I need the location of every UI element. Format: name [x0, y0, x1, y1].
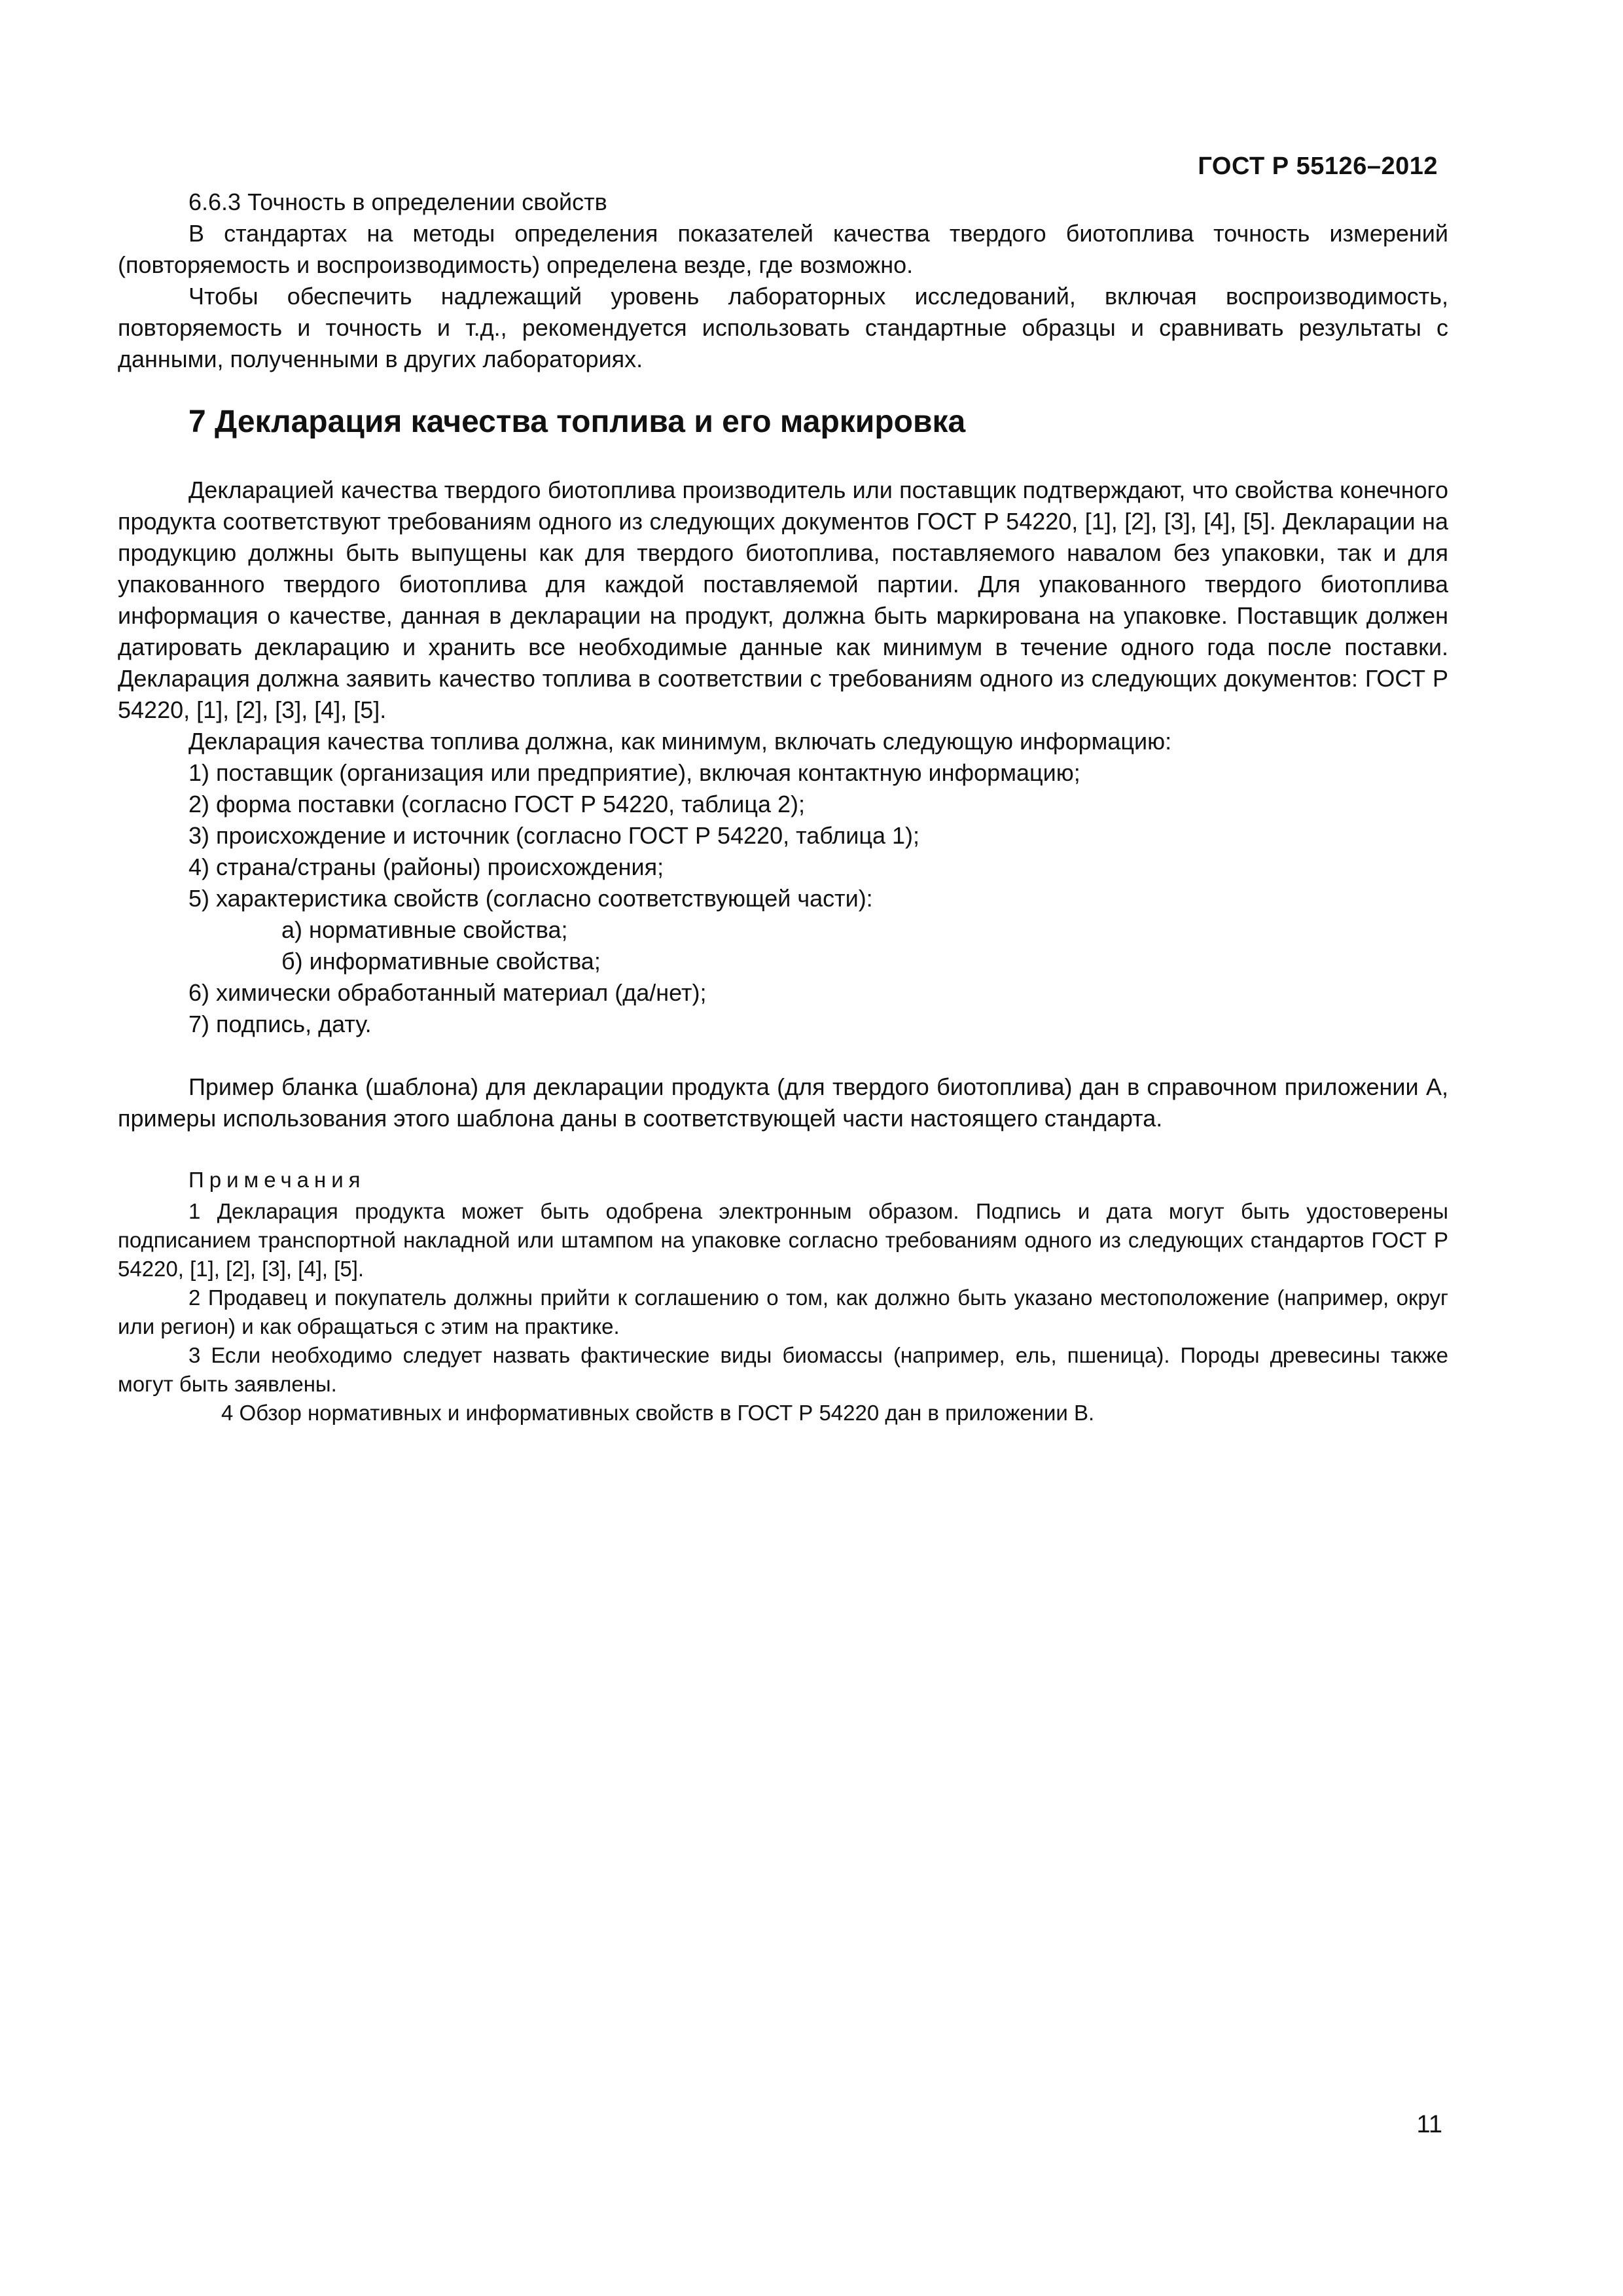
paragraph: В стандартах на методы определения показателей качества твердого биотоплива точность измерений (повторяемость и воспроизводимость) определена везде, где возможно.	[118, 220, 1448, 278]
paragraph: Пример бланка (шаблона) для декларации продукта (для твердого биотоплива) дан в справочном приложении А, примеры использования этого шаблона даны в соответствующей части настоящего стандарта.	[118, 1073, 1448, 1132]
list-item: 4) страна/страны (районы) происхождения;	[188, 853, 664, 880]
note: 3 Если необходимо следует назвать фактические виды биомассы (например, ель, пшеница). Породы древесины также могут быть заявлены.	[118, 1343, 1448, 1396]
document-id: ГОСТ Р 55126–2012	[1198, 152, 1438, 180]
page-number: 11	[1416, 2111, 1442, 2138]
note: 4 Обзор нормативных и информативных свойств в ГОСТ Р 54220 дан в приложении В.	[221, 1401, 1095, 1425]
list-item: 2) форма поставки (согласно ГОСТ Р 54220, таблица 2);	[188, 791, 806, 817]
subsection-title: 6.6.3 Точность в определении свойств	[188, 188, 607, 215]
list-item: 1) поставщик (организация или предприятие), включая контактную информацию;	[188, 759, 1080, 786]
paragraph: Декларацией качества твердого биотоплива производитель или поставщик подтверждают, что свойства конечного продукта соответствуют требованиям одного из следующих документов ГОСТ Р 54220, [1], [2], [3], [4], [5]. Декларации на продукцию должны быть выпущены как для твердого биотоплива, поставляемого навалом без упаковки, так и для упакованного твердого биотоплива для каждой поставляемой партии. Для упакованного твердого биотоплива информация о качестве, данная в декларации на продукт, должна быть маркирована на упаковке. Поставщик должен датировать декларацию и хранить все необходимые данные как минимум в течение одного года после поставки. Декларация должна заявить качество топлива в соответствии с требованиям одного из следующих документов: ГОСТ Р 54220, [1], [2], [3], [4], [5].	[118, 476, 1448, 723]
list-item: 6) химически обработанный материал (да/нет);	[188, 979, 707, 1006]
list-item: 5) характеристика свойств (согласно соответствующей части):	[188, 885, 873, 912]
sub-list-item: б) информативные свойства;	[281, 948, 601, 975]
page-body	[118, 187, 1448, 1427]
list-item: 3) происхождение и источник (согласно ГОСТ Р 54220, таблица 1);	[188, 822, 919, 849]
list-item: 7) подпись, дату.	[188, 1011, 372, 1037]
sub-list-item: а) нормативные свойства;	[281, 916, 568, 943]
paragraph: Чтобы обеспечить надлежащий уровень лабораторных исследований, включая воспроизводимость, повторяемость и точность и т.д., рекомендуется использовать стандартные образцы и сравнивать результаты с данными, полученными в других лабораториях.	[118, 283, 1448, 372]
note: 2 Продавец и покупатель должны прийти к соглашению о том, как должно быть указано местоположение (например, округ или регион) и как обращаться с этим на практике.	[118, 1285, 1448, 1338]
notes-title: Примечания	[188, 1168, 366, 1192]
note: 1 Декларация продукта может быть одобрена электронным образом. Подпись и дата могут быть удостоверены подписанием транспортной накладной или штампом на упаковке согласно требованиям одного из следующих стандартов ГОСТ Р 54220, [1], [2], [3], [4], [5].	[118, 1199, 1448, 1281]
section-heading: 7 Декларация качества топлива и его маркировка	[188, 404, 966, 439]
notes-block	[118, 1166, 1448, 1427]
paragraph: Декларация качества топлива должна, как минимум, включать следующую информацию:	[188, 728, 1172, 755]
